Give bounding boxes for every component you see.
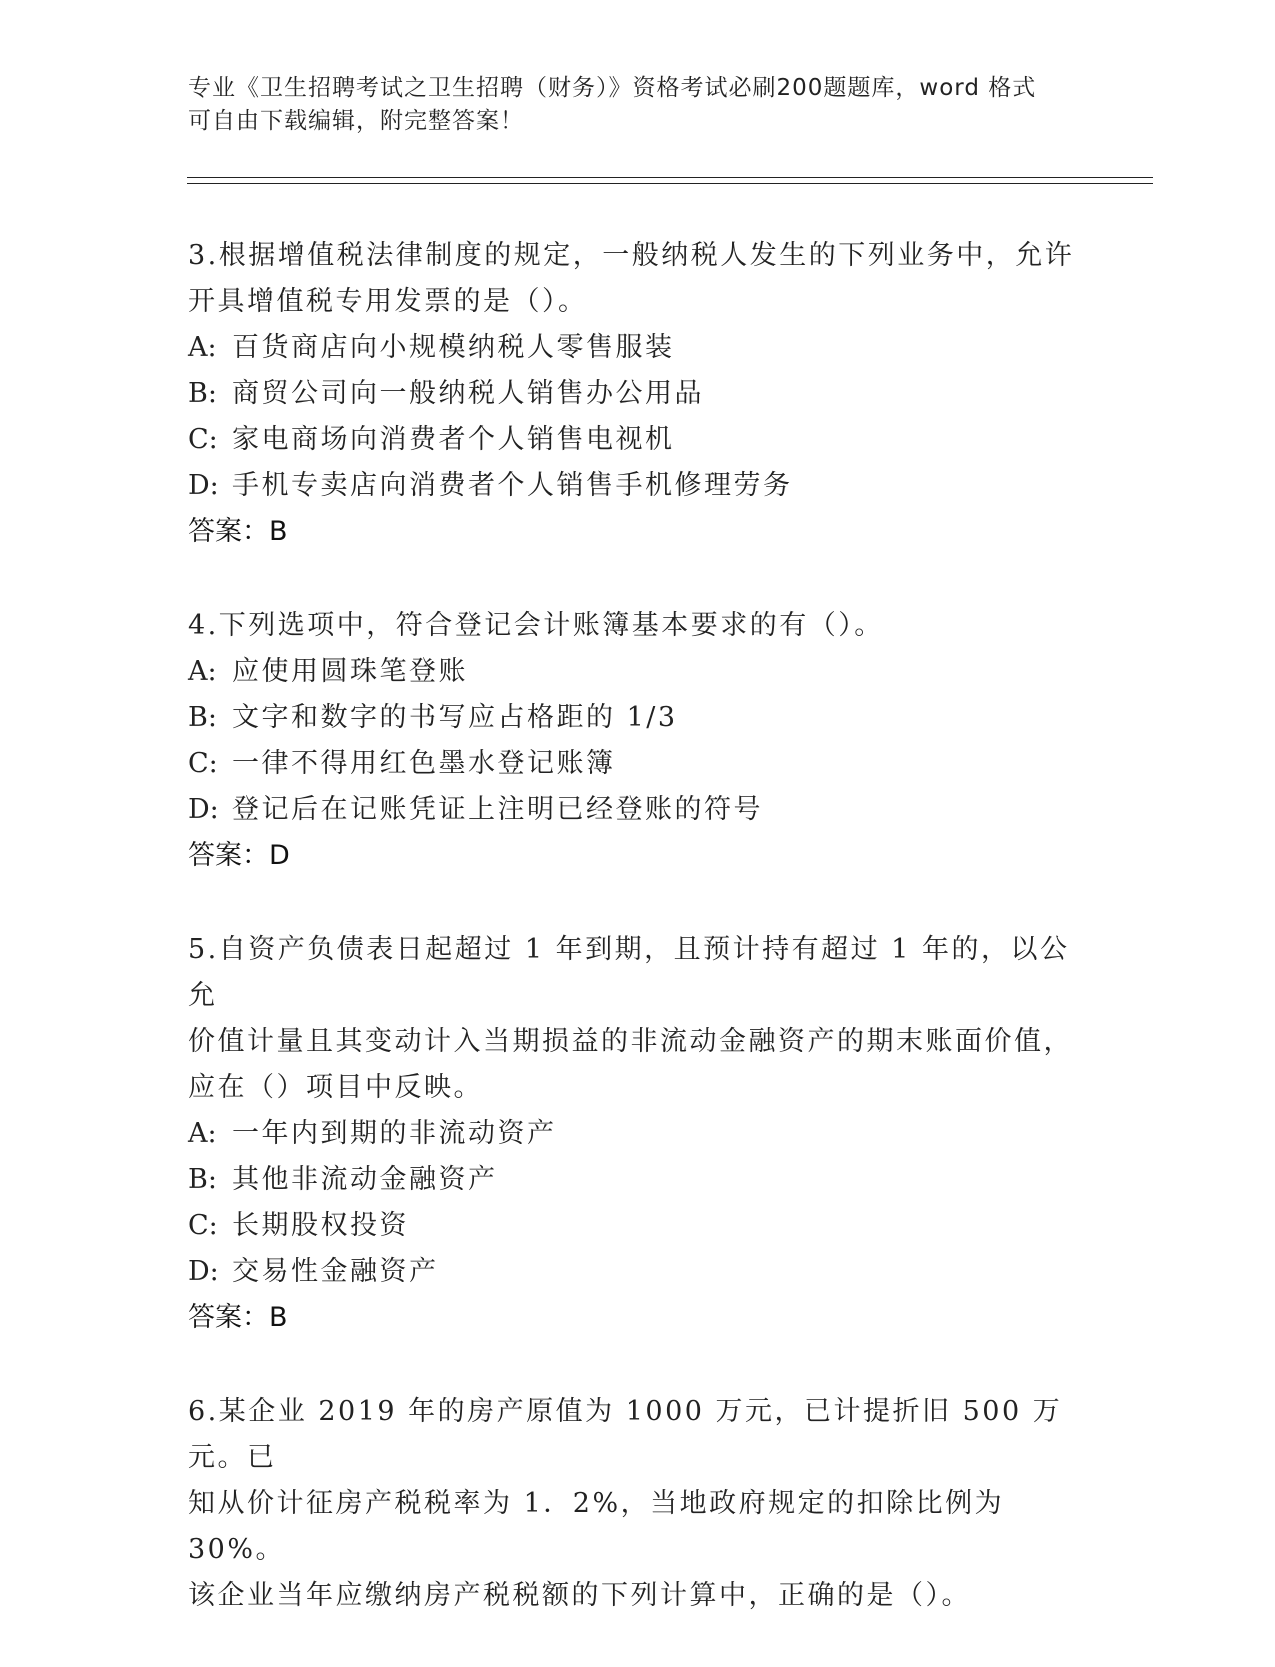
document-header [188,72,1068,138]
header-divider-top [187,177,1153,178]
option-text: 手机专卖店向消费者个人销售手机修理劳务 [232,470,793,501]
question-6 [188,1389,1088,1619]
option-letter: B: [188,1164,217,1195]
question-list [188,233,1088,1667]
answer-line: 答案：B [188,516,288,547]
header-line-2: 可自由下载编辑，附完整答案！ [188,108,524,134]
option-a [188,649,1088,695]
header-divider-bottom [187,183,1153,184]
option-d [188,1249,1088,1295]
option-letter: A: [188,656,217,687]
option-text: 商贸公司向一般纳税人销售办公用品 [232,378,704,409]
option-text: 登记后在记账凭证上注明已经登账的符号 [232,794,763,825]
option-text: 家电商场向消费者个人销售电视机 [232,424,675,455]
option-text: 其他非流动金融资产 [232,1164,498,1195]
option-c [188,417,1088,463]
option-letter: C: [188,748,218,779]
question-5 [188,927,1088,1341]
option-letter: B: [188,378,217,409]
option-letter: D: [188,1256,219,1287]
option-text: 百货商店向小规模纳税人零售服装 [232,332,675,363]
option-c [188,1203,1088,1249]
question-stem-line: 该企业当年应缴纳房产税税额的下列计算中，正确的是（）。 [188,1580,971,1611]
option-a [188,325,1088,371]
option-letter: D: [188,470,219,501]
option-text: 交易性金融资产 [232,1256,439,1287]
option-text: 应使用圆珠笔登账 [232,656,468,687]
question-stem-line: 4.下列选项中，符合登记会计账簿基本要求的有（）。 [188,610,884,641]
header-line-1: 专业《卫生招聘考试之卫生招聘（财务）》资格考试必刷200题题库，word 格式 [188,75,1037,101]
option-b [188,695,1088,741]
option-text: 文字和数字的书写应占格距的 1/3 [232,702,678,733]
option-letter: C: [188,424,218,455]
answer-line: 答案：D [188,840,290,871]
question-stem-line: 知从价计征房产税税率为 1．2%，当地政府规定的扣除比例为 30%。 [188,1488,1005,1565]
option-letter: C: [188,1210,218,1241]
option-c [188,741,1088,787]
option-text: 一律不得用红色墨水登记账簿 [232,748,616,779]
option-text: 长期股权投资 [232,1210,409,1241]
option-text: 一年内到期的非流动资产 [232,1118,557,1149]
option-letter: D: [188,794,219,825]
option-a [188,1111,1088,1157]
option-d [188,463,1088,509]
question-3 [188,233,1088,555]
option-letter: B: [188,702,217,733]
question-stem-line: 价值计量且其变动计入当期损益的非流动金融资产的期末账面价值， [188,1026,1073,1057]
question-stem-line: 3.根据增值税法律制度的规定，一般纳税人发生的下列业务中，允许 [188,240,1075,271]
option-letter: A: [188,1118,217,1149]
answer-line: 答案：B [188,1302,288,1333]
question-4 [188,603,1088,879]
option-letter: A: [188,332,217,363]
question-stem-line: 6.某企业 2019 年的房产原值为 1000 万元，已计提折旧 500 万元。已 [188,1396,1063,1473]
question-stem-line: 开具增值税专用发票的是（）。 [188,286,588,317]
question-stem-line: 5.自资产负债表日起超过 1 年到期，且预计持有超过 1 年的，以公允 [188,934,1070,1011]
question-stem-line: 应在（）项目中反映。 [188,1072,483,1103]
option-b [188,1157,1088,1203]
option-b [188,371,1088,417]
option-d [188,787,1088,833]
